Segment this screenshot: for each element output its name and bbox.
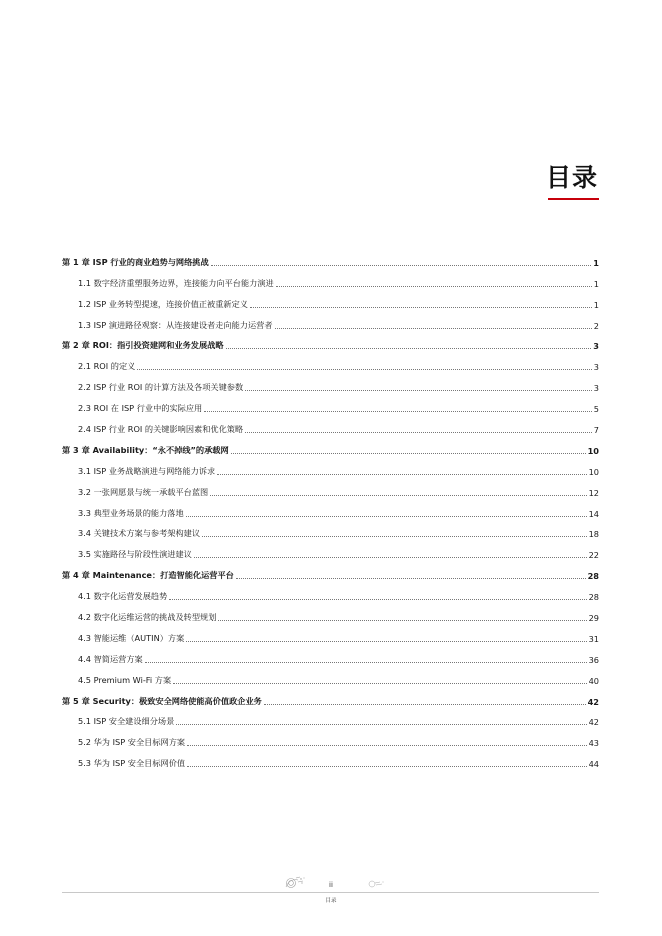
toc-leader-dots bbox=[275, 328, 592, 329]
toc-section-row[interactable] bbox=[62, 502, 599, 523]
toc-entry-title: 第 3 章 Availability：“永不掉线”的承载网 bbox=[62, 444, 229, 455]
toc-chapter-row[interactable] bbox=[62, 564, 599, 585]
toc-entry-title: 4.4 智简运营方案 bbox=[78, 653, 143, 664]
toc-section-row[interactable] bbox=[62, 481, 599, 502]
toc-page-number: 1 bbox=[593, 278, 599, 289]
toc-entry-title: 3.2 一张网愿景与统一承载平台蓝图 bbox=[78, 486, 209, 497]
toc-page-number: 31 bbox=[588, 633, 599, 644]
toc-entry-title: 2.2 ISP 行业 ROI 的计算方法及各项关键参数 bbox=[78, 382, 244, 393]
toc-section-row[interactable] bbox=[62, 627, 599, 648]
toc-leader-dots bbox=[187, 766, 587, 767]
toc-page-number: 44 bbox=[588, 759, 599, 770]
page-title: 目录 bbox=[545, 163, 598, 192]
toc-page-number: 1 bbox=[593, 257, 599, 268]
footer-decoration-icon bbox=[282, 874, 308, 892]
toc-leader-dots bbox=[217, 474, 586, 475]
toc-entry-title: 第 1 章 ISP 行业的商业趋势与网络挑战 bbox=[62, 256, 209, 267]
toc-leader-dots bbox=[187, 745, 587, 746]
toc-page-number: 22 bbox=[588, 550, 599, 561]
toc-leader-dots bbox=[236, 578, 586, 579]
toc-leader-dots bbox=[226, 348, 592, 349]
toc-entry-title: 1.2 ISP 业务转型提速，连接价值正被重新定义 bbox=[78, 298, 248, 309]
toc-section-row[interactable] bbox=[62, 731, 599, 752]
toc-entry-title: 2.3 ROI 在 ISP 行业中的实际应用 bbox=[78, 403, 203, 414]
toc-page-number: 42 bbox=[588, 717, 599, 728]
toc-entry-title: 4.2 数字化运维运营的挑战及转型规划 bbox=[78, 612, 217, 623]
toc-leader-dots bbox=[245, 390, 592, 391]
toc-page-number: 40 bbox=[588, 675, 599, 686]
toc-leader-dots bbox=[169, 599, 586, 600]
toc-page-number: 28 bbox=[588, 592, 599, 603]
toc-page-number: 3 bbox=[593, 341, 599, 352]
toc-leader-dots bbox=[186, 641, 586, 642]
toc-leader-dots bbox=[264, 704, 586, 705]
toc-leader-dots bbox=[276, 286, 592, 287]
footer-label: 目录 bbox=[325, 898, 337, 904]
toc-leader-dots bbox=[173, 683, 586, 684]
toc-entry-title: 4.5 Premium Wi-Fi 方案 bbox=[78, 674, 172, 685]
toc-chapter-row[interactable] bbox=[62, 335, 599, 356]
toc-section-row[interactable] bbox=[62, 293, 599, 314]
footer-divider bbox=[62, 892, 599, 893]
toc-page-number: 7 bbox=[593, 425, 599, 436]
toc-entry-title: 5.2 华为 ISP 安全目标网方案 bbox=[78, 737, 186, 748]
toc-entry-title: 4.1 数字化运营发展趋势 bbox=[78, 591, 168, 602]
toc-section-row[interactable] bbox=[62, 711, 599, 732]
toc-entry-title: 4.3 智能运维（AUTIN）方案 bbox=[78, 632, 185, 643]
toc-page-number: 10 bbox=[587, 445, 599, 456]
toc-page-number: 18 bbox=[588, 529, 599, 540]
toc-chapter-row[interactable] bbox=[62, 439, 599, 460]
title-underline bbox=[548, 198, 599, 200]
toc-page-number: 29 bbox=[588, 613, 599, 624]
toc-section-row[interactable] bbox=[62, 669, 599, 690]
toc-section-row[interactable] bbox=[62, 376, 599, 397]
toc-section-row[interactable] bbox=[62, 418, 599, 439]
toc-entry-title: 2.1 ROI 的定义 bbox=[78, 361, 136, 372]
toc-section-row[interactable] bbox=[62, 543, 599, 564]
toc-leader-dots bbox=[186, 516, 587, 517]
toc-entry-title: 第 5 章 Security：极致安全网络使能高价值政企业务 bbox=[62, 695, 262, 706]
toc-section-row[interactable] bbox=[62, 355, 599, 376]
toc-section-row[interactable] bbox=[62, 585, 599, 606]
toc-leader-dots bbox=[210, 495, 586, 496]
toc-entry-title: 5.3 华为 ISP 安全目标网价值 bbox=[78, 758, 186, 769]
toc-page-number: 42 bbox=[587, 696, 599, 707]
toc-entry-title: 1.1 数字经济重塑服务边界，连接能力向平台能力演进 bbox=[78, 277, 274, 288]
toc-section-row[interactable] bbox=[62, 460, 599, 481]
toc-page-number: 1 bbox=[593, 299, 599, 310]
toc-section-row[interactable] bbox=[62, 523, 599, 544]
toc-entry-title: 2.4 ISP 行业 ROI 的关键影响因素和优化策略 bbox=[78, 424, 244, 435]
toc-page-number: 10 bbox=[588, 466, 599, 477]
toc-entry-title: 3.1 ISP 业务战略演进与网络能力诉求 bbox=[78, 465, 216, 476]
toc-leader-dots bbox=[211, 265, 592, 266]
toc-section-row[interactable] bbox=[62, 397, 599, 418]
footer-page-number: ii bbox=[329, 881, 333, 889]
toc-page-number: 3 bbox=[593, 383, 599, 394]
toc-section-row[interactable] bbox=[62, 272, 599, 293]
toc-entry-title: 3.4 关键技术方案与参考架构建议 bbox=[78, 528, 201, 539]
toc-leader-dots bbox=[218, 620, 586, 621]
toc-leader-dots bbox=[176, 724, 586, 725]
toc-leader-dots bbox=[137, 369, 591, 370]
toc-entry-title: 3.5 实施路径与阶段性演进建议 bbox=[78, 549, 192, 560]
table-of-contents bbox=[62, 251, 599, 773]
toc-entry-title: 3.3 典型业务场景的能力落地 bbox=[78, 507, 184, 518]
toc-leader-dots bbox=[250, 307, 592, 308]
toc-leader-dots bbox=[231, 453, 586, 454]
toc-chapter-row[interactable] bbox=[62, 690, 599, 711]
toc-page-number: 36 bbox=[588, 654, 599, 665]
toc-leader-dots bbox=[204, 411, 592, 412]
toc-page-number: 2 bbox=[593, 320, 599, 331]
toc-entry-title: 第 4 章 Maintenance：打造智能化运营平台 bbox=[62, 570, 234, 581]
toc-leader-dots bbox=[145, 662, 587, 663]
toc-page-number: 3 bbox=[593, 362, 599, 373]
toc-page-number: 12 bbox=[588, 487, 599, 498]
toc-section-row[interactable] bbox=[62, 752, 599, 773]
toc-page-number: 43 bbox=[588, 738, 599, 749]
toc-leader-dots bbox=[245, 432, 592, 433]
toc-page-number: 14 bbox=[588, 508, 599, 519]
toc-leader-dots bbox=[202, 536, 587, 537]
toc-chapter-row[interactable] bbox=[62, 251, 599, 272]
toc-leader-dots bbox=[194, 557, 587, 558]
toc-entry-title: 1.3 ISP 演进路径观察：从连接建设者走向能力运营者 bbox=[78, 319, 273, 330]
toc-section-row[interactable] bbox=[62, 314, 599, 335]
toc-page-number: 5 bbox=[593, 404, 599, 415]
toc-section-row[interactable] bbox=[62, 606, 599, 627]
footer-decoration-small-icon bbox=[366, 878, 386, 890]
toc-section-row[interactable] bbox=[62, 648, 599, 669]
toc-entry-title: 5.1 ISP 安全建设细分场景 bbox=[78, 716, 175, 727]
toc-entry-title: 第 2 章 ROI：指引投资建网和业务发展战略 bbox=[62, 340, 224, 351]
toc-page-number: 28 bbox=[587, 571, 599, 582]
